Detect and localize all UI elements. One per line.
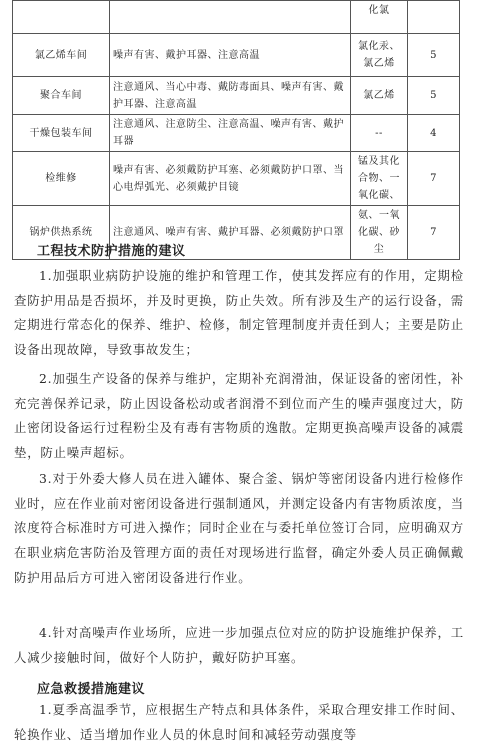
section-heading-emergency: 应急救援措施建议 bbox=[37, 682, 146, 697]
measures-cell: 注意通风、噪声有害、戴护耳器、必须戴防护口罩 bbox=[110, 206, 351, 260]
count-cell: 5 bbox=[408, 34, 460, 77]
paragraph: 3.对于外委大修人员在进入罐体、聚合釜、锅炉等密闭设备内进行检修作业时，应在作业前对密闭设备进行强制通风，并测定设备内有害物质浓度，当浓度符合标准时方可进入操作；同时企业在与委托单位签订合同，应明确双方在职业病危害防治及管理方面的责任对现场进行监督，确定外委人员正确佩戴防护用品后方可进入密闭设备进行作业。 bbox=[14, 471, 464, 585]
paragraph: 1.加强职业病防护设施的维护和管理工作，使其发挥应有的作用，定期检查防护用品是否损坏，并及时更换，防止失效。所有涉及生产的运行设备，需定期进行常态化的保养、维护、检修，制定管理制度并责任到人；主要是防止设备出现故障，导致事故发生； bbox=[14, 268, 464, 358]
hazard-table bbox=[12, 0, 460, 260]
table-row bbox=[13, 77, 460, 115]
count-cell: 4 bbox=[408, 115, 460, 152]
section-heading-engineering: 工程技术防护措施的建议 bbox=[37, 244, 186, 259]
count-cell: 7 bbox=[408, 206, 460, 260]
workshop-cell: 氯乙烯车间 bbox=[13, 34, 110, 77]
factors-cell: 锰及其化合物、一氧化碳、 bbox=[351, 152, 408, 206]
table-row bbox=[13, 1, 460, 34]
factors-cell: 氨、一氧化碳、砂尘 bbox=[351, 206, 408, 260]
factors-cell: 氯乙烯 bbox=[351, 77, 408, 115]
workshop-cell: 聚合车间 bbox=[13, 77, 110, 115]
table-row bbox=[13, 34, 460, 77]
table-row bbox=[13, 115, 460, 152]
measures-cell: 噪声有害、必须戴防护耳塞、必须戴防护口罩、当心电焊弧光、必须戴护目镜 bbox=[110, 152, 351, 206]
measures-cell: 注意通风、当心中毒、戴防毒面具、噪声有害、戴护耳器、注意高温 bbox=[110, 77, 351, 115]
workshop-cell: 检维修 bbox=[13, 152, 110, 206]
factors-cell: 化氯 bbox=[351, 1, 408, 34]
measures-cell: 噪声有害、戴护耳器、注意高温 bbox=[110, 34, 351, 77]
table-row bbox=[13, 152, 460, 206]
count-cell bbox=[408, 1, 460, 34]
paragraph: 1.夏季高温季节，应根据生产特点和具体条件，采取合理安排工作时间、轮换作业、适当增加作业人员的休息时间和减轻劳动强度等 bbox=[14, 702, 464, 742]
measures-cell: 注意通风、注意防尘、注意高温、噪声有害、戴护耳器 bbox=[110, 115, 351, 152]
workshop-cell: 锅炉供热系统 bbox=[13, 206, 110, 260]
factors-cell: 氯化汞、氯乙烯 bbox=[351, 34, 408, 77]
paragraph: 4.针对高噪声作业场所，应进一步加强点位对应的防护设施维护保养，工人减少接触时间，做好个人防护，戴好防护耳塞。 bbox=[14, 625, 464, 665]
count-cell: 5 bbox=[408, 77, 460, 115]
measures-cell bbox=[110, 1, 351, 34]
count-cell: 7 bbox=[408, 152, 460, 206]
workshop-cell: 干燥包装车间 bbox=[13, 115, 110, 152]
paragraph: 2.加强生产设备的保养与维护，定期补充润滑油，保证设备的密闭性，补充完善保养记录，防止因设备松动或者润滑不到位而产生的噪声强度过大，防止密闭设备运行过程粉尘及有毒有害物质的逸散。定期更换高噪声设备的减震垫，防止噪声超标。 bbox=[14, 371, 464, 461]
factors-cell: -- bbox=[351, 115, 408, 152]
workshop-cell bbox=[13, 1, 110, 34]
